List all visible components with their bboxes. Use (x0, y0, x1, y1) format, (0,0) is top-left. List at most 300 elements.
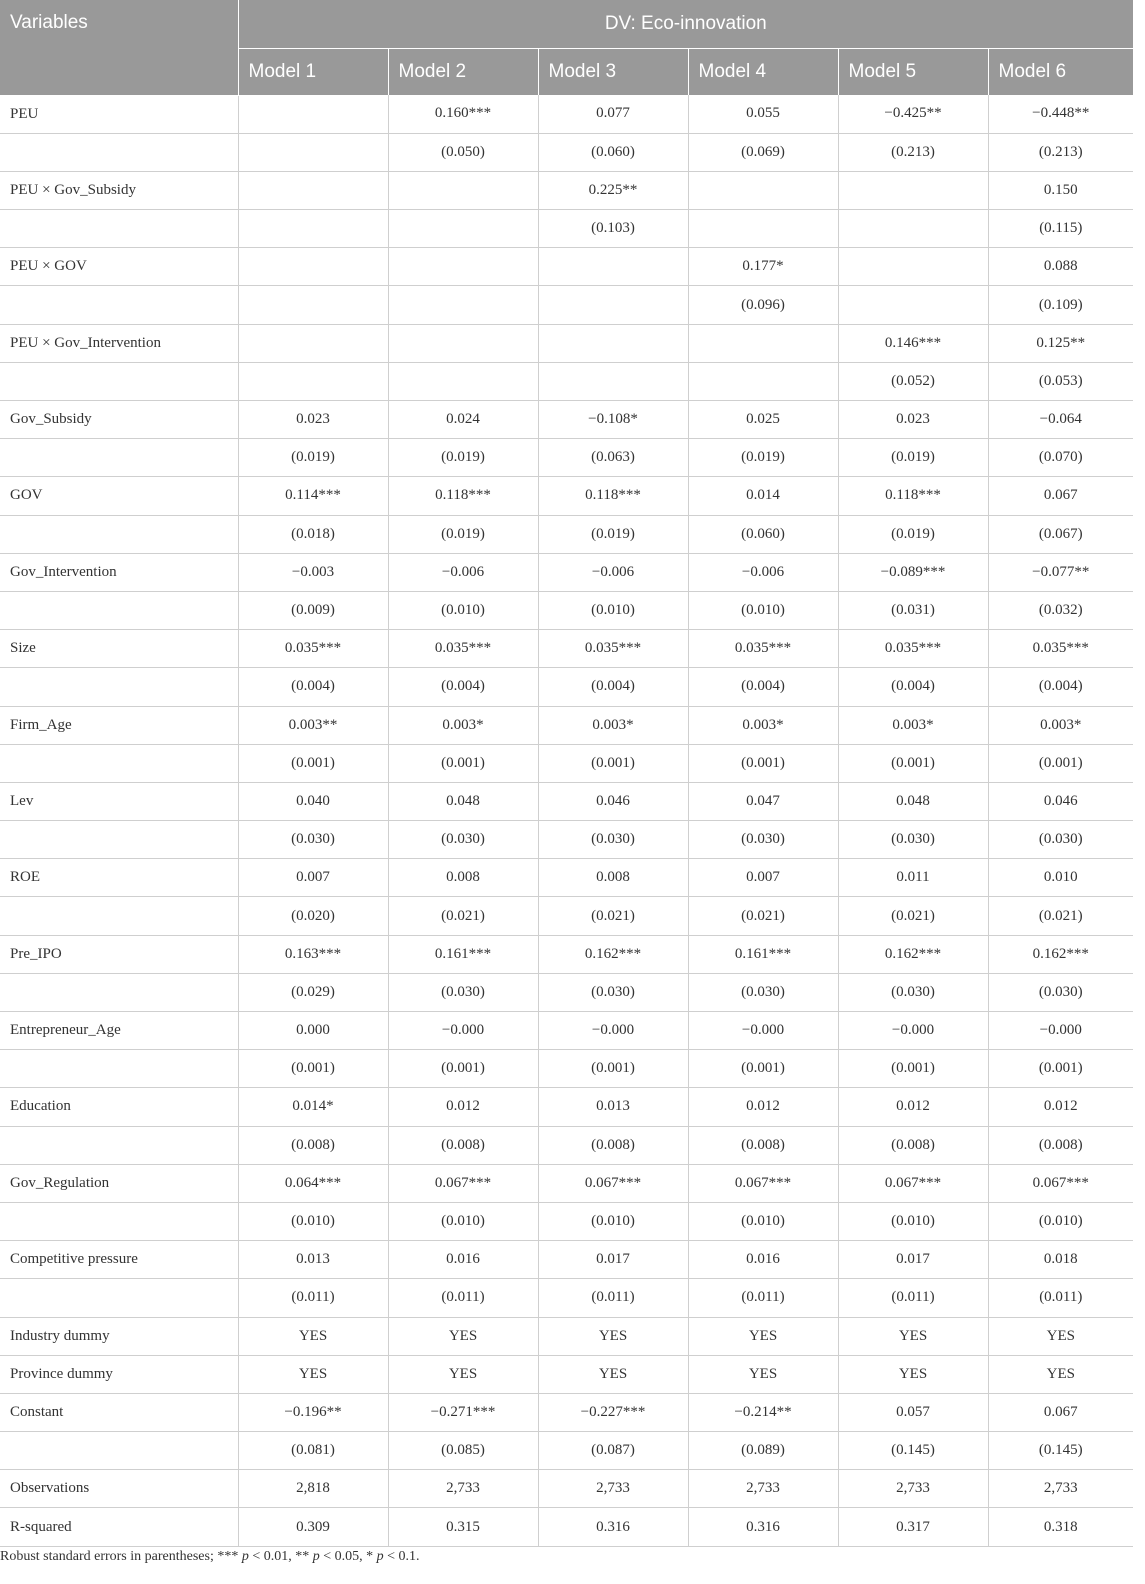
table-cell: (0.004) (988, 668, 1133, 706)
table-cell: YES (988, 1355, 1133, 1393)
variables-header: Variables (0, 0, 238, 95)
table-cell: 0.013 (238, 1241, 388, 1279)
variable-label: Constant (0, 1393, 238, 1431)
table-cell: (0.031) (838, 591, 988, 629)
variable-label: Education (0, 1088, 238, 1126)
table-cell (838, 210, 988, 248)
variable-label: Firm_Age (0, 706, 238, 744)
table-cell: (0.145) (988, 1432, 1133, 1470)
table-cell: (0.019) (388, 515, 538, 553)
table-row (0, 973, 1133, 1011)
table-cell: −0.448** (988, 95, 1133, 133)
table-cell: 0.118*** (538, 477, 688, 515)
table-cell: (0.010) (538, 591, 688, 629)
table-cell: (0.010) (988, 1202, 1133, 1240)
table-cell: 0.003* (838, 706, 988, 744)
variable-label: Competitive pressure (0, 1241, 238, 1279)
table-cell: YES (388, 1355, 538, 1393)
table-cell: (0.004) (838, 668, 988, 706)
variable-label: Industry dummy (0, 1317, 238, 1355)
table-cell: 2,733 (688, 1470, 838, 1508)
table-cell: 0.035*** (538, 630, 688, 668)
variable-label: PEU (0, 95, 238, 133)
table-cell: 0.315 (388, 1508, 538, 1546)
table-row (0, 362, 1133, 400)
table-cell: (0.004) (388, 668, 538, 706)
table-cell: (0.030) (538, 821, 688, 859)
table-cell (238, 286, 388, 324)
table-cell: −0.000 (988, 1012, 1133, 1050)
table-cell: (0.011) (688, 1279, 838, 1317)
variable-label (0, 439, 238, 477)
variable-label (0, 1279, 238, 1317)
table-cell (238, 324, 388, 362)
table-row (0, 553, 1133, 591)
table-cell: (0.001) (388, 744, 538, 782)
table-row (0, 1393, 1133, 1431)
table-cell (238, 248, 388, 286)
table-cell: (0.008) (238, 1126, 388, 1164)
table-cell: (0.001) (388, 1050, 538, 1088)
table-cell: 0.016 (688, 1241, 838, 1279)
table-cell: −0.214** (688, 1393, 838, 1431)
table-cell: (0.011) (538, 1279, 688, 1317)
table-cell: (0.030) (838, 821, 988, 859)
table-row (0, 1241, 1133, 1279)
table-cell: −0.000 (838, 1012, 988, 1050)
table-cell: 0.014 (688, 477, 838, 515)
table-cell: −0.000 (388, 1012, 538, 1050)
table-row (0, 133, 1133, 171)
model-header: Model 3 (538, 48, 688, 95)
table-cell: 0.048 (388, 782, 538, 820)
table-cell: (0.213) (838, 133, 988, 171)
table-cell: (0.001) (538, 1050, 688, 1088)
table-cell: 0.023 (838, 401, 988, 439)
table-cell: (0.060) (688, 515, 838, 553)
table-cell: (0.109) (988, 286, 1133, 324)
table-cell: YES (538, 1317, 688, 1355)
table-cell: (0.063) (538, 439, 688, 477)
table-cell: (0.021) (388, 897, 538, 935)
table-cell: (0.004) (688, 668, 838, 706)
table-cell: 0.161*** (688, 935, 838, 973)
table-cell: 0.003* (538, 706, 688, 744)
table-cell: (0.069) (688, 133, 838, 171)
table-cell: 0.008 (538, 859, 688, 897)
table-row (0, 1355, 1133, 1393)
model-header: Model 4 (688, 48, 838, 95)
model-header: Model 1 (238, 48, 388, 95)
table-cell: −0.425** (838, 95, 988, 133)
table-cell: 0.048 (838, 782, 988, 820)
table-cell: YES (388, 1317, 538, 1355)
variable-label (0, 133, 238, 171)
table-cell: (0.081) (238, 1432, 388, 1470)
table-cell: 0.067 (988, 1393, 1133, 1431)
table-cell: 0.007 (688, 859, 838, 897)
table-cell: 2,818 (238, 1470, 388, 1508)
variable-label (0, 973, 238, 1011)
table-row (0, 706, 1133, 744)
table-cell: 0.040 (238, 782, 388, 820)
table-cell: (0.030) (538, 973, 688, 1011)
table-cell: −0.271*** (388, 1393, 538, 1431)
table-cell: (0.011) (388, 1279, 538, 1317)
table-cell: 0.035*** (838, 630, 988, 668)
table-row (0, 1432, 1133, 1470)
variable-label: R-squared (0, 1508, 238, 1546)
table-row (0, 1508, 1133, 1546)
table-cell (688, 171, 838, 209)
table-cell: 0.011 (838, 859, 988, 897)
table-row (0, 668, 1133, 706)
table-cell: (0.008) (388, 1126, 538, 1164)
table-cell: (0.001) (688, 744, 838, 782)
table-cell: (0.010) (388, 1202, 538, 1240)
table-cell: 0.162*** (538, 935, 688, 973)
table-cell: 0.317 (838, 1508, 988, 1546)
table-cell: (0.001) (238, 1050, 388, 1088)
table-footnote: Robust standard errors in parentheses; *** p < 0.01, ** p < 0.05, * p < 0.1. (0, 1549, 420, 1564)
variable-label (0, 1050, 238, 1088)
table-row (0, 515, 1133, 553)
table-cell: (0.030) (238, 821, 388, 859)
table-cell: 0.125** (988, 324, 1133, 362)
table-cell (388, 362, 538, 400)
table-cell: (0.010) (688, 1202, 838, 1240)
table-cell: (0.011) (238, 1279, 388, 1317)
model-header: Model 2 (388, 48, 538, 95)
table-cell: 0.012 (988, 1088, 1133, 1126)
table-cell: 0.003** (238, 706, 388, 744)
table-cell: (0.010) (838, 1202, 988, 1240)
table-row (0, 1088, 1133, 1126)
table-cell: −0.006 (688, 553, 838, 591)
table-cell: (0.010) (388, 591, 538, 629)
table-cell: 0.047 (688, 782, 838, 820)
table-cell: −0.064 (988, 401, 1133, 439)
table-row (0, 1164, 1133, 1202)
table-cell: 0.161*** (388, 935, 538, 973)
table-cell: (0.001) (838, 744, 988, 782)
table-cell: 0.077 (538, 95, 688, 133)
table-row (0, 1202, 1133, 1240)
table-cell: 0.003* (988, 706, 1133, 744)
table-cell: 0.012 (388, 1088, 538, 1126)
table-row (0, 630, 1133, 668)
variable-label (0, 897, 238, 935)
table-row (0, 248, 1133, 286)
table-cell: (0.032) (988, 591, 1133, 629)
table-cell: (0.001) (988, 1050, 1133, 1088)
variable-label: GOV (0, 477, 238, 515)
variable-label: Gov_Regulation (0, 1164, 238, 1202)
table-cell: (0.103) (538, 210, 688, 248)
table-cell (388, 248, 538, 286)
table-cell (538, 324, 688, 362)
table-cell: (0.010) (688, 591, 838, 629)
table-cell: (0.001) (238, 744, 388, 782)
table-body (0, 95, 1133, 1546)
table-row (0, 1279, 1133, 1317)
table-header (0, 0, 1133, 95)
table-cell: 0.316 (688, 1508, 838, 1546)
table-cell: 0.003* (388, 706, 538, 744)
table-cell: 0.024 (388, 401, 538, 439)
table-cell: (0.021) (838, 897, 988, 935)
model-header: Model 5 (838, 48, 988, 95)
table-cell: 0.003* (688, 706, 838, 744)
variable-label: PEU × Gov_Subsidy (0, 171, 238, 209)
table-row (0, 1050, 1133, 1088)
table-cell: (0.018) (238, 515, 388, 553)
table-cell: (0.011) (988, 1279, 1133, 1317)
table-row (0, 1012, 1133, 1050)
table-cell: (0.021) (688, 897, 838, 935)
table-cell: −0.000 (538, 1012, 688, 1050)
table-cell (388, 171, 538, 209)
table-cell: 0.225** (538, 171, 688, 209)
table-cell: −0.003 (238, 553, 388, 591)
variable-label (0, 210, 238, 248)
table-row (0, 935, 1133, 973)
table-row (0, 859, 1133, 897)
table-row (0, 897, 1133, 935)
table-cell: (0.096) (688, 286, 838, 324)
table-cell: 0.067*** (838, 1164, 988, 1202)
table-row (0, 1470, 1133, 1508)
table-cell: −0.006 (538, 553, 688, 591)
table-cell: (0.019) (838, 439, 988, 477)
variable-label (0, 744, 238, 782)
table-row (0, 286, 1133, 324)
table-cell: 0.012 (688, 1088, 838, 1126)
table-cell: (0.067) (988, 515, 1133, 553)
table-cell: 0.067 (988, 477, 1133, 515)
table-cell: 0.162*** (838, 935, 988, 973)
table-cell: (0.089) (688, 1432, 838, 1470)
variable-label (0, 362, 238, 400)
table-row (0, 95, 1133, 133)
table-cell: (0.050) (388, 133, 538, 171)
table-cell: −0.196** (238, 1393, 388, 1431)
table-cell: 0.067*** (388, 1164, 538, 1202)
table-cell: YES (238, 1317, 388, 1355)
variable-label (0, 286, 238, 324)
table-cell: (0.019) (688, 439, 838, 477)
table-cell: 0.160*** (388, 95, 538, 133)
table-cell: (0.004) (238, 668, 388, 706)
table-cell: 0.014* (238, 1088, 388, 1126)
table-cell (238, 210, 388, 248)
table-cell: 0.013 (538, 1088, 688, 1126)
table-cell: YES (838, 1355, 988, 1393)
table-cell (238, 362, 388, 400)
table-row (0, 401, 1133, 439)
table-cell: (0.060) (538, 133, 688, 171)
table-cell: (0.030) (838, 973, 988, 1011)
table-cell: −0.108* (538, 401, 688, 439)
variable-label: Gov_Intervention (0, 553, 238, 591)
table-cell (538, 362, 688, 400)
table-cell: YES (688, 1355, 838, 1393)
table-cell: (0.011) (838, 1279, 988, 1317)
table-cell: (0.070) (988, 439, 1133, 477)
variable-label: Gov_Subsidy (0, 401, 238, 439)
table-cell: (0.019) (238, 439, 388, 477)
variable-label: Province dummy (0, 1355, 238, 1393)
table-cell: (0.008) (838, 1126, 988, 1164)
variable-label: Pre_IPO (0, 935, 238, 973)
table-cell: 0.018 (988, 1241, 1133, 1279)
table-cell: 0.016 (388, 1241, 538, 1279)
table-cell: 0.150 (988, 171, 1133, 209)
table-cell: 0.318 (988, 1508, 1133, 1546)
table-cell: 0.114*** (238, 477, 388, 515)
table-cell: 0.007 (238, 859, 388, 897)
table-cell: 0.177* (688, 248, 838, 286)
table-cell (238, 171, 388, 209)
table-cell: (0.008) (688, 1126, 838, 1164)
table-cell (688, 324, 838, 362)
table-cell: (0.001) (838, 1050, 988, 1088)
table-cell: (0.115) (988, 210, 1133, 248)
table-cell (688, 210, 838, 248)
table-cell: 0.055 (688, 95, 838, 133)
table-cell: 2,733 (538, 1470, 688, 1508)
variable-label: Entrepreneur_Age (0, 1012, 238, 1050)
table-cell: −0.227*** (538, 1393, 688, 1431)
table-row (0, 782, 1133, 820)
table-cell: (0.020) (238, 897, 388, 935)
variable-label: PEU × Gov_Intervention (0, 324, 238, 362)
table-cell: 0.035*** (688, 630, 838, 668)
table-cell: (0.030) (988, 821, 1133, 859)
table-cell: −0.006 (388, 553, 538, 591)
table-row (0, 1317, 1133, 1355)
table-cell: (0.019) (538, 515, 688, 553)
table-cell: (0.145) (838, 1432, 988, 1470)
variable-label (0, 668, 238, 706)
table-cell: 0.035*** (388, 630, 538, 668)
table-cell: YES (988, 1317, 1133, 1355)
table-cell: (0.021) (538, 897, 688, 935)
table-cell: YES (538, 1355, 688, 1393)
table-cell: 0.025 (688, 401, 838, 439)
table-cell (538, 286, 688, 324)
table-cell: (0.019) (388, 439, 538, 477)
variable-label: ROE (0, 859, 238, 897)
table-cell: −0.000 (688, 1012, 838, 1050)
table-cell: 0.012 (838, 1088, 988, 1126)
table-cell: 0.023 (238, 401, 388, 439)
table-cell: YES (688, 1317, 838, 1355)
variable-label (0, 1202, 238, 1240)
table-cell: (0.087) (538, 1432, 688, 1470)
table-cell: 0.309 (238, 1508, 388, 1546)
table-cell: (0.021) (988, 897, 1133, 935)
table-cell: 0.046 (988, 782, 1133, 820)
table-row (0, 171, 1133, 209)
table-cell: (0.052) (838, 362, 988, 400)
table-cell: (0.001) (988, 744, 1133, 782)
table-cell: (0.213) (988, 133, 1133, 171)
variable-label (0, 591, 238, 629)
table-cell: (0.029) (238, 973, 388, 1011)
table-row (0, 439, 1133, 477)
table-cell (688, 362, 838, 400)
table-cell: (0.001) (538, 744, 688, 782)
table-cell (388, 286, 538, 324)
table-cell: 0.017 (538, 1241, 688, 1279)
table-cell: 2,733 (988, 1470, 1133, 1508)
variable-label: Lev (0, 782, 238, 820)
table-cell: 0.064*** (238, 1164, 388, 1202)
table-cell (388, 210, 538, 248)
variable-label (0, 1432, 238, 1470)
table-cell: (0.030) (388, 821, 538, 859)
table-cell: 0.316 (538, 1508, 688, 1546)
table-cell: (0.019) (838, 515, 988, 553)
table-cell: (0.053) (988, 362, 1133, 400)
table-cell (238, 133, 388, 171)
table-cell: 0.035*** (988, 630, 1133, 668)
table-row (0, 477, 1133, 515)
variable-label: PEU × GOV (0, 248, 238, 286)
table-cell: 0.118*** (838, 477, 988, 515)
table-cell: 2,733 (388, 1470, 538, 1508)
table-cell: 0.010 (988, 859, 1133, 897)
table-cell: (0.008) (988, 1126, 1133, 1164)
table-cell (238, 95, 388, 133)
table-row (0, 1126, 1133, 1164)
table-cell: YES (838, 1317, 988, 1355)
table-cell: (0.030) (388, 973, 538, 1011)
table-cell: −0.089*** (838, 553, 988, 591)
table-row (0, 324, 1133, 362)
table-cell: YES (238, 1355, 388, 1393)
table-cell: (0.010) (238, 1202, 388, 1240)
dependent-variable-header: DV: Eco-innovation (238, 0, 1133, 48)
table-row (0, 591, 1133, 629)
table-cell: (0.030) (988, 973, 1133, 1011)
table-cell: 0.000 (238, 1012, 388, 1050)
variable-label (0, 1126, 238, 1164)
table-cell: 0.046 (538, 782, 688, 820)
table-cell (388, 324, 538, 362)
table-cell: (0.010) (538, 1202, 688, 1240)
table-cell: 0.162*** (988, 935, 1133, 973)
table-cell: (0.001) (688, 1050, 838, 1088)
table-cell: −0.077** (988, 553, 1133, 591)
table-cell: 0.118*** (388, 477, 538, 515)
table-cell: (0.009) (238, 591, 388, 629)
variable-label: Size (0, 630, 238, 668)
table-cell: (0.004) (538, 668, 688, 706)
table-cell: (0.085) (388, 1432, 538, 1470)
table-cell: 0.146*** (838, 324, 988, 362)
model-header: Model 6 (988, 48, 1133, 95)
table-cell: 0.088 (988, 248, 1133, 286)
table-cell (838, 248, 988, 286)
table-cell: 0.067*** (688, 1164, 838, 1202)
table-cell: 0.008 (388, 859, 538, 897)
table-cell: (0.030) (688, 821, 838, 859)
table-row (0, 744, 1133, 782)
table-cell: 0.067*** (538, 1164, 688, 1202)
table-cell: 0.017 (838, 1241, 988, 1279)
